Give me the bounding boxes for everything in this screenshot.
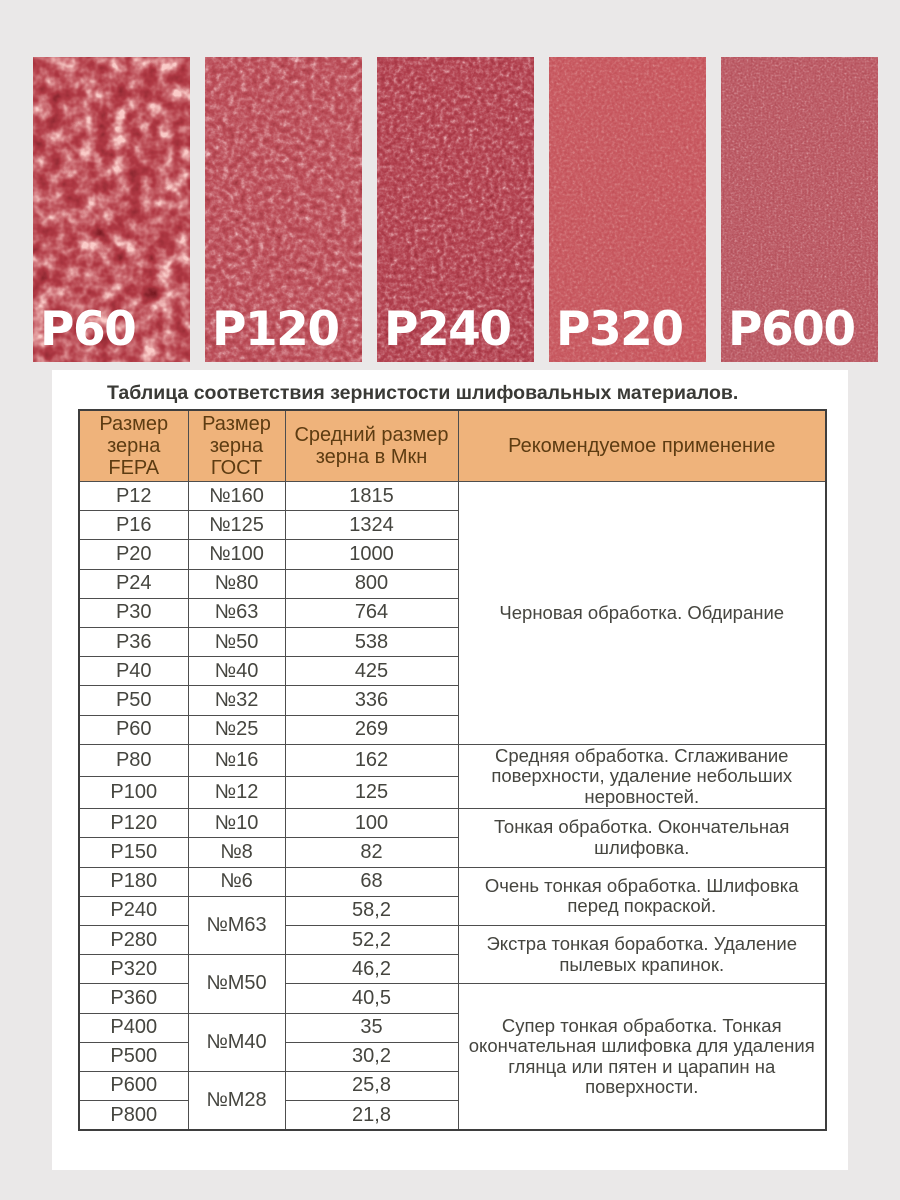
gost-cell: №М40 — [188, 1013, 285, 1071]
fepa-cell: P360 — [79, 984, 188, 1013]
gost-cell: №125 — [188, 511, 285, 540]
fepa-cell: P100 — [79, 776, 188, 808]
micron-cell: 1324 — [285, 511, 458, 540]
swatch-label-p60: P60 — [40, 302, 136, 357]
micron-cell: 30,2 — [285, 1042, 458, 1071]
sandpaper-swatch-p600 — [721, 57, 878, 362]
header-fepa: Размер зерна FEPA — [79, 410, 188, 482]
gost-cell: №80 — [188, 569, 285, 598]
table-title: Таблица соответствия зернистости шлифовальных материалов. — [107, 382, 739, 404]
gost-cell: №100 — [188, 540, 285, 569]
grit-table — [78, 409, 827, 1131]
header-gost: Размер зерна ГОСТ — [188, 410, 285, 482]
gost-cell: №М63 — [188, 896, 285, 954]
micron-cell: 40,5 — [285, 984, 458, 1013]
table-row — [79, 744, 826, 776]
application-cell: Черновая обработка. Обдирание — [458, 482, 826, 745]
swatch-label-p320: P320 — [556, 302, 683, 357]
gost-cell: №25 — [188, 715, 285, 744]
fepa-cell: P40 — [79, 657, 188, 686]
micron-cell: 100 — [285, 809, 458, 838]
micron-cell: 800 — [285, 569, 458, 598]
micron-cell: 125 — [285, 776, 458, 808]
sandpaper-swatch-p60 — [33, 57, 190, 362]
fepa-cell: P50 — [79, 686, 188, 715]
fepa-cell: P60 — [79, 715, 188, 744]
table-panel — [52, 370, 848, 1170]
grit-table-body — [79, 482, 826, 1131]
swatch-label-p120: P120 — [212, 302, 339, 357]
fepa-cell: P80 — [79, 744, 188, 776]
gost-cell: №12 — [188, 776, 285, 808]
fepa-cell: P24 — [79, 569, 188, 598]
micron-cell: 269 — [285, 715, 458, 744]
application-cell: Очень тонкая обработка. Шлифовка перед покраской. — [458, 867, 826, 925]
micron-cell: 1815 — [285, 482, 458, 511]
fepa-cell: P800 — [79, 1101, 188, 1131]
gost-cell: №6 — [188, 867, 285, 896]
fepa-cell: P280 — [79, 925, 188, 954]
gost-cell: №160 — [188, 482, 285, 511]
sandpaper-swatch-p240 — [377, 57, 534, 362]
micron-cell: 82 — [285, 838, 458, 867]
header-micron: Средний размер зерна в Мкн — [285, 410, 458, 482]
fepa-cell: P16 — [79, 511, 188, 540]
fepa-cell: P180 — [79, 867, 188, 896]
micron-cell: 538 — [285, 627, 458, 656]
micron-cell: 58,2 — [285, 896, 458, 925]
fepa-cell: P600 — [79, 1071, 188, 1100]
application-cell: Супер тонкая обработка. Тонкая окончательная шлифовка для удаления глянца или пятен и царапин на поверхности. — [458, 984, 826, 1130]
sandpaper-swatch-p320 — [549, 57, 706, 362]
application-cell: Средняя обработка. Сглаживание поверхности, удаление небольших неровностей. — [458, 744, 826, 809]
gost-cell: №63 — [188, 598, 285, 627]
micron-cell: 21,8 — [285, 1101, 458, 1131]
gost-cell: №50 — [188, 627, 285, 656]
fepa-cell: P320 — [79, 955, 188, 984]
sandpaper-swatches — [33, 57, 878, 362]
fepa-cell: P20 — [79, 540, 188, 569]
micron-cell: 52,2 — [285, 925, 458, 954]
swatch-label-p600: P600 — [728, 302, 855, 357]
gost-cell: №М28 — [188, 1071, 285, 1130]
fepa-cell: P12 — [79, 482, 188, 511]
gost-cell: №М50 — [188, 955, 285, 1013]
micron-cell: 162 — [285, 744, 458, 776]
application-cell: Экстра тонкая боработка. Удаление пылевых крапинок. — [458, 925, 826, 983]
gost-cell: №32 — [188, 686, 285, 715]
micron-cell: 46,2 — [285, 955, 458, 984]
table-row — [79, 809, 826, 838]
micron-cell: 35 — [285, 1013, 458, 1042]
fepa-cell: P400 — [79, 1013, 188, 1042]
gost-cell: №10 — [188, 809, 285, 838]
micron-cell: 25,8 — [285, 1071, 458, 1100]
fepa-cell: P120 — [79, 809, 188, 838]
sandpaper-swatch-p120 — [205, 57, 362, 362]
fepa-cell: P36 — [79, 627, 188, 656]
header-row — [79, 410, 826, 482]
gost-cell: №8 — [188, 838, 285, 867]
micron-cell: 425 — [285, 657, 458, 686]
gost-cell: №40 — [188, 657, 285, 686]
table-row — [79, 867, 826, 896]
micron-cell: 764 — [285, 598, 458, 627]
table-row — [79, 482, 826, 511]
fepa-cell: P240 — [79, 896, 188, 925]
fepa-cell: P500 — [79, 1042, 188, 1071]
header-application: Рекомендуемое применение — [458, 410, 826, 482]
gost-cell: №16 — [188, 744, 285, 776]
fepa-cell: P30 — [79, 598, 188, 627]
micron-cell: 68 — [285, 867, 458, 896]
application-cell: Тонкая обработка. Окончательная шлифовка. — [458, 809, 826, 867]
fepa-cell: P150 — [79, 838, 188, 867]
micron-cell: 336 — [285, 686, 458, 715]
swatch-label-p240: P240 — [384, 302, 511, 357]
micron-cell: 1000 — [285, 540, 458, 569]
